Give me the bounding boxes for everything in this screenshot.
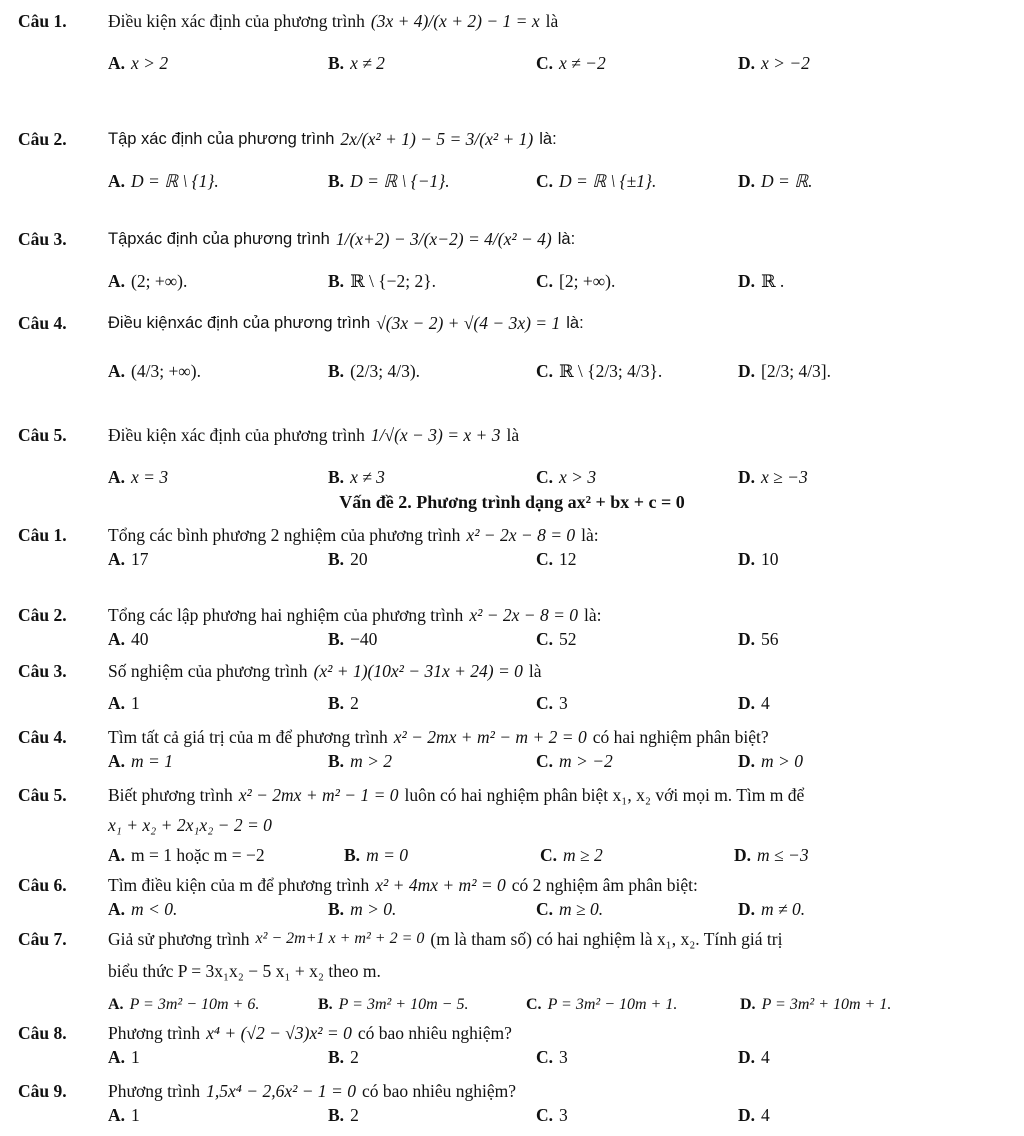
- question-text: Tìm điều kiện của m để phương trình: [108, 875, 370, 895]
- question-text: Tìm tất cả giá trị của m để phương trình: [108, 727, 388, 747]
- question-label: Câu 8.: [18, 1023, 67, 1043]
- option-a[interactable]: A. 40: [108, 629, 149, 649]
- option-a[interactable]: A. (2; +∞).: [108, 271, 188, 291]
- section2-question-5: [18, 784, 1010, 868]
- option-c[interactable]: C. m ≥ 2: [540, 845, 603, 865]
- question-tail: là:: [581, 525, 599, 545]
- option-d[interactable]: D. D = ℝ.: [738, 171, 813, 191]
- option-a[interactable]: A. D = ℝ \ {1}.: [108, 171, 219, 191]
- option-a[interactable]: A. m = 1: [108, 751, 173, 771]
- equation: 2x/(x² + 1) − 5 = 3/(x² + 1): [340, 129, 534, 149]
- option-c[interactable]: C. ℝ \ {2/3; 4/3}.: [536, 361, 663, 381]
- option-a[interactable]: A. m = 1 hoặc m = −2: [108, 845, 265, 865]
- section2-question-1: [18, 524, 1010, 572]
- expression-line: biểu thức P = 3x₁x₂ − 5 x₁ + x₂ theo m.: [108, 961, 381, 981]
- answer-options: [18, 626, 1010, 652]
- option-b[interactable]: B. 2: [328, 1047, 359, 1067]
- question-text: Phương trình: [108, 1081, 201, 1101]
- equation: x² − 2mx + m² − m + 2 = 0: [393, 727, 587, 747]
- answer-options: [18, 748, 1010, 774]
- option-a[interactable]: A. 1: [108, 1105, 140, 1125]
- question-text: Tập xác định của phương trình: [108, 130, 335, 148]
- option-b[interactable]: B. x ≠ 2: [328, 53, 385, 73]
- option-b[interactable]: B. 2: [328, 693, 359, 713]
- equation: x⁴ + (√2 − √3)x² = 0: [206, 1023, 352, 1043]
- question-label: Câu 1.: [18, 525, 67, 545]
- option-a[interactable]: A. x = 3: [108, 467, 169, 487]
- option-c[interactable]: C. [2; +∞).: [536, 271, 616, 291]
- question-label: Câu 2.: [18, 129, 67, 149]
- question-text: Điều kiệnxác định của phương trình: [108, 314, 371, 332]
- equation: x² + 4mx + m² = 0: [375, 875, 506, 895]
- option-a[interactable]: A. 1: [108, 693, 140, 713]
- answer-options: [18, 358, 1010, 384]
- option-a[interactable]: A. 17: [108, 549, 149, 569]
- question-tail: luôn có hai nghiệm phân biệt x₁, x₂ với mọi m. Tìm m để: [404, 785, 805, 805]
- option-b[interactable]: B. ℝ \ {−2; 2}.: [328, 271, 436, 291]
- option-b[interactable]: B. P = 3m² + 10m − 5.: [318, 996, 469, 1013]
- option-c[interactable]: C. 3: [536, 1047, 568, 1067]
- option-d[interactable]: D. 4: [738, 693, 770, 713]
- option-b[interactable]: B. 20: [328, 549, 368, 569]
- option-d[interactable]: D. m > 0: [738, 751, 803, 771]
- option-c[interactable]: C. 12: [536, 549, 577, 569]
- question-label: Câu 2.: [18, 605, 67, 625]
- section2-question-4: [18, 726, 1010, 774]
- answer-options: [18, 546, 1010, 572]
- option-b[interactable]: B. m = 0: [344, 845, 409, 865]
- option-c[interactable]: C. 3: [536, 693, 568, 713]
- option-d[interactable]: D. P = 3m² + 10m + 1.: [740, 996, 892, 1013]
- option-d[interactable]: D. m ≠ 0.: [738, 899, 806, 919]
- option-b[interactable]: B. D = ℝ \ {−1}.: [328, 171, 450, 191]
- question-text: Số nghiệm của phương trình: [108, 661, 308, 681]
- question-3: [18, 228, 1010, 294]
- equation: (x² + 1)(10x² − 31x + 24) = 0: [313, 661, 523, 681]
- option-d[interactable]: D. [2/3; 4/3].: [738, 361, 832, 381]
- equation: 1/(x+2) − 3/(x−2) = 4/(x² − 4): [335, 229, 552, 249]
- option-b[interactable]: B. −40: [328, 629, 378, 649]
- question-tail: là:: [566, 314, 584, 332]
- answer-options: [18, 464, 1010, 490]
- question-tail: là:: [539, 130, 557, 148]
- question-text: Tổng các lập phương hai nghiệm của phương trình: [108, 605, 464, 625]
- question-tail: là: [528, 661, 542, 681]
- option-b[interactable]: B. (2/3; 4/3).: [328, 361, 421, 381]
- option-d[interactable]: D. ℝ .: [738, 271, 785, 291]
- question-tail: có hai nghiệm phân biệt?: [592, 727, 769, 747]
- condition-equation: x₁ + x₂ + 2x₁x₂ − 2 = 0: [108, 815, 272, 835]
- question-text: Phương trình: [108, 1023, 201, 1043]
- question-tail: có 2 nghiệm âm phân biệt:: [511, 875, 698, 895]
- question-label: Câu 4.: [18, 727, 67, 747]
- question-tail: có bao nhiêu nghiệm?: [357, 1023, 512, 1043]
- option-d[interactable]: D. 56: [738, 629, 779, 649]
- question-tail: là:: [557, 230, 576, 248]
- section2-question-6: [18, 874, 1010, 922]
- equation: √(3x − 2) + √(4 − 3x) = 1: [376, 313, 561, 333]
- option-c[interactable]: C. m ≥ 0.: [536, 899, 604, 919]
- question-tail: là: [506, 425, 520, 445]
- answer-options: [18, 1044, 1010, 1070]
- answer-options: [18, 268, 1010, 294]
- question-tail: là: [545, 11, 559, 31]
- question-label: Câu 4.: [18, 313, 67, 333]
- question-4: [18, 312, 1010, 384]
- section-heading: Vấn đề 2. Phương trình dạng ax² + bx + c = 0: [339, 492, 685, 512]
- equation: x² − 2x − 8 = 0: [466, 525, 576, 545]
- equation: 1,5x⁴ − 2,6x² − 1 = 0: [206, 1081, 356, 1101]
- question-2: [18, 128, 1010, 194]
- question-text: Tậpxác định của phương trình: [108, 230, 330, 248]
- answer-options: [18, 1102, 1010, 1128]
- option-a[interactable]: A. 1: [108, 1047, 140, 1067]
- option-c[interactable]: C. 3: [536, 1105, 568, 1125]
- option-d[interactable]: D. x > −2: [738, 53, 810, 73]
- equation: x² − 2mx + m² − 1 = 0: [238, 785, 399, 805]
- option-c[interactable]: C. x > 3: [536, 467, 597, 487]
- section2-question-7: [18, 928, 1010, 1018]
- option-a[interactable]: A. m < 0.: [108, 899, 178, 919]
- option-b[interactable]: B. m > 2: [328, 751, 393, 771]
- question-text: Điều kiện xác định của phương trình: [108, 425, 365, 445]
- question-label: Câu 1.: [18, 11, 67, 31]
- equation: (3x + 4)/(x + 2) − 1 = x: [370, 11, 540, 31]
- option-d[interactable]: D. 4: [738, 1105, 770, 1125]
- question-text: Điều kiện xác định của phương trình: [108, 11, 365, 31]
- section2-question-3: [18, 660, 1010, 716]
- option-c[interactable]: C. 52: [536, 629, 577, 649]
- option-d[interactable]: D. 10: [738, 549, 779, 569]
- question-label: Câu 3.: [18, 229, 67, 249]
- question-label: Câu 7.: [18, 929, 67, 949]
- section2-question-8: [18, 1022, 1010, 1070]
- answer-options: [18, 168, 1010, 194]
- answer-options: [18, 842, 1010, 868]
- option-c[interactable]: C. m > −2: [536, 751, 613, 771]
- option-d[interactable]: D. x ≥ −3: [738, 467, 808, 487]
- option-d[interactable]: D. m ≤ −3: [734, 845, 809, 865]
- question-text: Biết phương trình: [108, 785, 233, 805]
- answer-options: [18, 896, 1010, 922]
- option-d[interactable]: D. 4: [738, 1047, 770, 1067]
- question-tail: có bao nhiêu nghiệm?: [361, 1081, 517, 1101]
- section2-question-9: [18, 1080, 1010, 1128]
- option-c[interactable]: C. P = 3m² − 10m + 1.: [526, 996, 678, 1013]
- option-b[interactable]: B. x ≠ 3: [328, 467, 385, 487]
- question-text: Tổng các bình phương 2 nghiệm của phương trình: [108, 525, 461, 545]
- question-label: Câu 5.: [18, 785, 67, 805]
- question-text: Giả sử phương trình: [108, 929, 250, 949]
- option-a[interactable]: A. (4/3; +∞).: [108, 361, 201, 381]
- question-tail: là:: [584, 605, 602, 625]
- answer-options: [18, 992, 1010, 1018]
- option-a[interactable]: A. x > 2: [108, 53, 169, 73]
- section2-question-2: [18, 604, 1010, 652]
- option-a[interactable]: A. P = 3m² − 10m + 6.: [108, 996, 260, 1013]
- question-5: [18, 424, 1010, 490]
- question-label: Câu 3.: [18, 661, 67, 681]
- option-b[interactable]: B. m > 0.: [328, 899, 397, 919]
- equation: x² − 2m+1 x + m² + 2 = 0: [255, 930, 425, 947]
- question-1: [18, 10, 1010, 76]
- answer-options: [18, 690, 1010, 716]
- question-tail: (m là tham số) có hai nghiệm là x₁, x₂. Tính giá trị: [430, 929, 783, 949]
- option-b[interactable]: B. 2: [328, 1105, 359, 1125]
- question-label: Câu 9.: [18, 1081, 67, 1101]
- option-c[interactable]: C. D = ℝ \ {±1}.: [536, 171, 657, 191]
- question-label: Câu 6.: [18, 875, 67, 895]
- equation: x² − 2x − 8 = 0: [469, 605, 579, 625]
- answer-options: [18, 50, 1010, 76]
- option-c[interactable]: C. x ≠ −2: [536, 53, 606, 73]
- equation: 1/√(x − 3) = x + 3: [370, 425, 501, 445]
- question-label: Câu 5.: [18, 425, 67, 445]
